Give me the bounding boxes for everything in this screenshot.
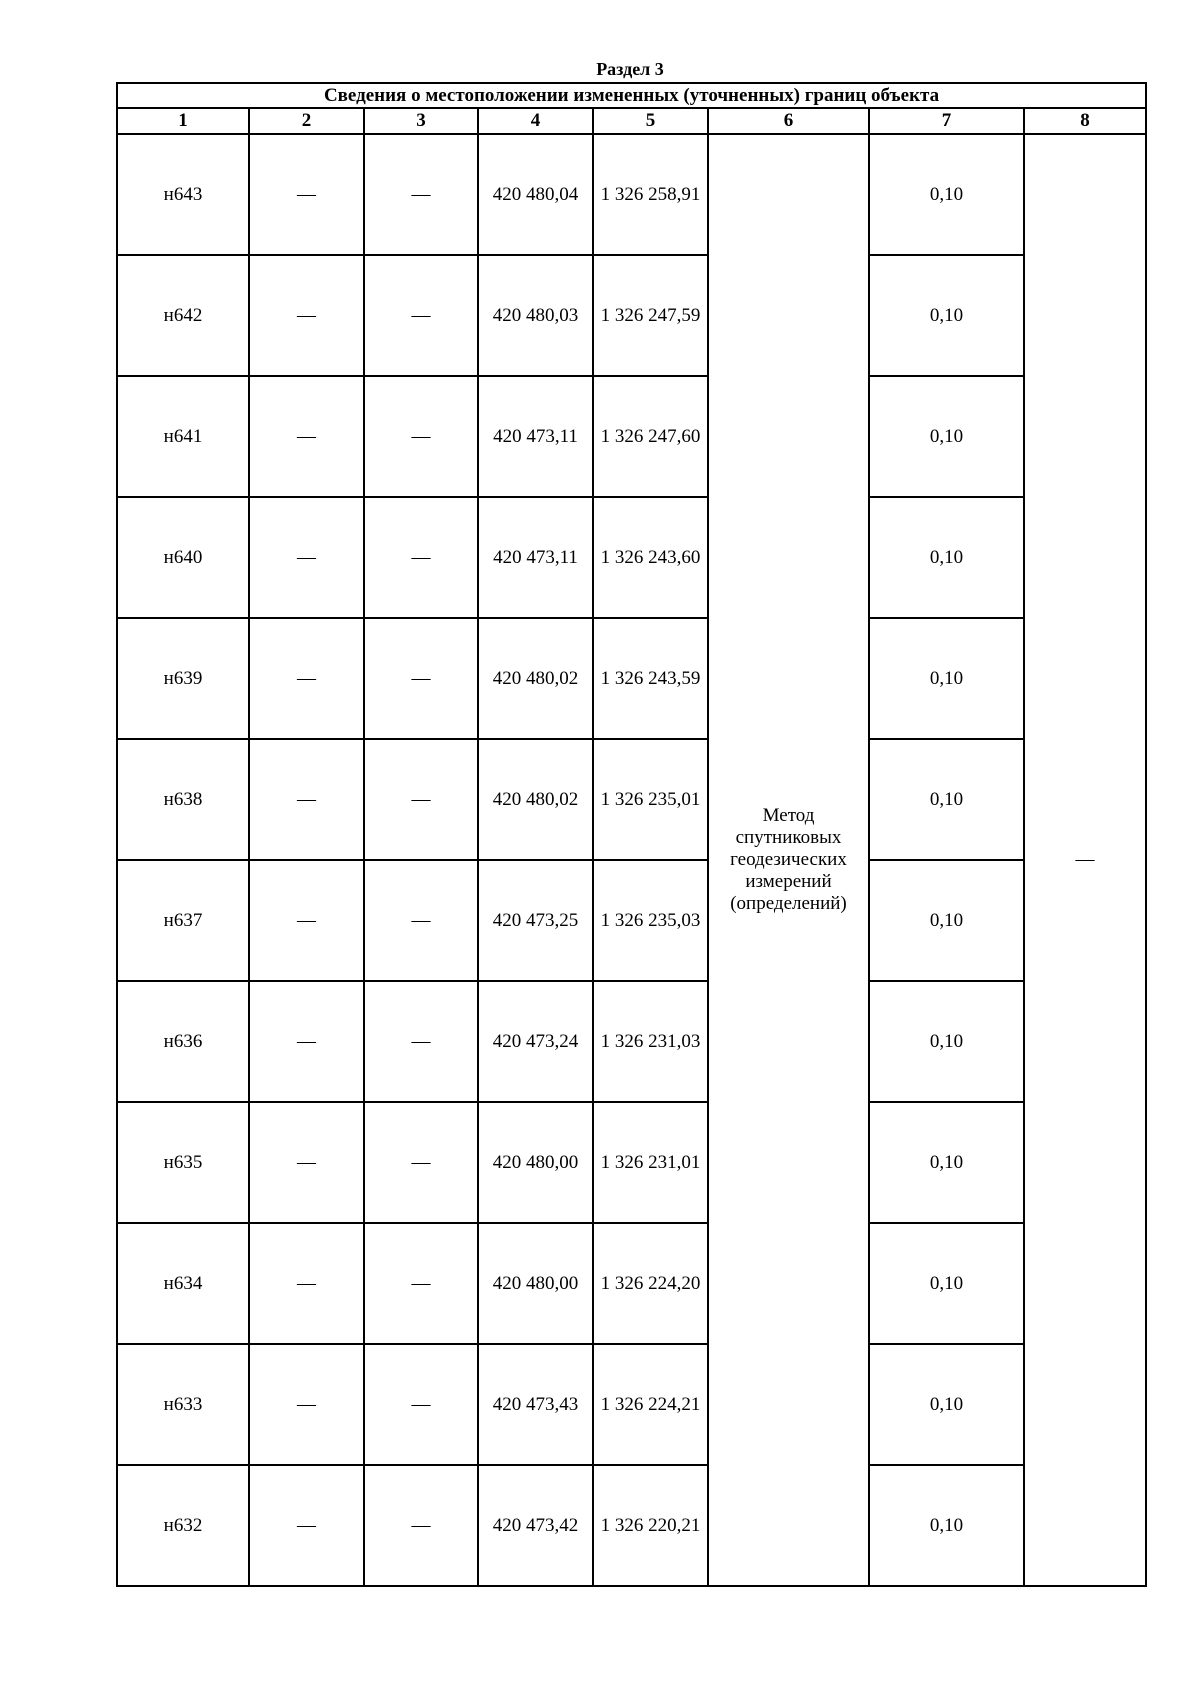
y-coordinate-cell: 1 326 258,91	[593, 134, 708, 255]
table-caption: Сведения о местоположении измененных (уточненных) границ объекта	[117, 83, 1146, 108]
accuracy-cell: 0,10	[869, 981, 1024, 1102]
point-name-cell: н637	[117, 860, 249, 981]
x-coordinate-cell: 420 473,11	[478, 376, 593, 497]
point-name-cell: н636	[117, 981, 249, 1102]
col2-cell: —	[249, 497, 364, 618]
col3-cell: —	[364, 497, 478, 618]
col3-cell: —	[364, 1465, 478, 1586]
x-coordinate-cell: 420 473,43	[478, 1344, 593, 1465]
col2-cell: —	[249, 1102, 364, 1223]
accuracy-cell: 0,10	[869, 1465, 1024, 1586]
y-coordinate-cell: 1 326 235,03	[593, 860, 708, 981]
y-coordinate-cell: 1 326 243,59	[593, 618, 708, 739]
point-name-cell: н642	[117, 255, 249, 376]
column-number-8: 8	[1024, 108, 1146, 134]
table-row	[117, 739, 1146, 860]
col3-cell: —	[364, 1102, 478, 1223]
column-number-5: 5	[593, 108, 708, 134]
accuracy-cell: 0,10	[869, 134, 1024, 255]
col3-cell: —	[364, 981, 478, 1102]
table-row	[117, 255, 1146, 376]
col2-cell: —	[249, 255, 364, 376]
accuracy-cell: 0,10	[869, 1102, 1024, 1223]
x-coordinate-cell: 420 473,42	[478, 1465, 593, 1586]
point-name-cell: н639	[117, 618, 249, 739]
point-name-cell: н632	[117, 1465, 249, 1586]
x-coordinate-cell: 420 473,25	[478, 860, 593, 981]
column-number-2: 2	[249, 108, 364, 134]
table-row	[117, 981, 1146, 1102]
y-coordinate-cell: 1 326 224,21	[593, 1344, 708, 1465]
point-name-cell: н633	[117, 1344, 249, 1465]
y-coordinate-cell: 1 326 231,03	[593, 981, 708, 1102]
boundary-coordinates-table	[116, 82, 1147, 1587]
point-name-cell: н643	[117, 134, 249, 255]
x-coordinate-cell: 420 480,04	[478, 134, 593, 255]
col3-cell: —	[364, 134, 478, 255]
col2-cell: —	[249, 1465, 364, 1586]
col8-cell: —	[1024, 134, 1146, 1586]
point-name-cell: н641	[117, 376, 249, 497]
col3-cell: —	[364, 739, 478, 860]
col3-cell: —	[364, 1223, 478, 1344]
table-row	[117, 860, 1146, 981]
accuracy-cell: 0,10	[869, 497, 1024, 618]
table-row	[117, 134, 1146, 255]
col2-cell: —	[249, 739, 364, 860]
column-number-6: 6	[708, 108, 869, 134]
x-coordinate-cell: 420 473,24	[478, 981, 593, 1102]
point-name-cell: н635	[117, 1102, 249, 1223]
table-row	[117, 1465, 1146, 1586]
table-caption-row	[117, 83, 1146, 108]
y-coordinate-cell: 1 326 224,20	[593, 1223, 708, 1344]
col3-cell: —	[364, 376, 478, 497]
col2-cell: —	[249, 981, 364, 1102]
col3-cell: —	[364, 255, 478, 376]
col2-cell: —	[249, 1223, 364, 1344]
x-coordinate-cell: 420 480,02	[478, 618, 593, 739]
accuracy-cell: 0,10	[869, 739, 1024, 860]
col2-cell: —	[249, 860, 364, 981]
accuracy-cell: 0,10	[869, 860, 1024, 981]
y-coordinate-cell: 1 326 220,21	[593, 1465, 708, 1586]
accuracy-cell: 0,10	[869, 1344, 1024, 1465]
x-coordinate-cell: 420 473,11	[478, 497, 593, 618]
x-coordinate-cell: 420 480,00	[478, 1102, 593, 1223]
x-coordinate-cell: 420 480,03	[478, 255, 593, 376]
accuracy-cell: 0,10	[869, 618, 1024, 739]
accuracy-cell: 0,10	[869, 376, 1024, 497]
col2-cell: —	[249, 618, 364, 739]
table-row	[117, 376, 1146, 497]
point-name-cell: н640	[117, 497, 249, 618]
y-coordinate-cell: 1 326 247,60	[593, 376, 708, 497]
col3-cell: —	[364, 618, 478, 739]
point-name-cell: н638	[117, 739, 249, 860]
method-cell: Метод спутниковых геодезических измерений (определений)	[708, 134, 869, 1586]
x-coordinate-cell: 420 480,00	[478, 1223, 593, 1344]
table-row	[117, 1344, 1146, 1465]
table-row	[117, 1223, 1146, 1344]
y-coordinate-cell: 1 326 231,01	[593, 1102, 708, 1223]
column-number-3: 3	[364, 108, 478, 134]
column-number-1: 1	[117, 108, 249, 134]
y-coordinate-cell: 1 326 235,01	[593, 739, 708, 860]
x-coordinate-cell: 420 480,02	[478, 739, 593, 860]
col2-cell: —	[249, 376, 364, 497]
table-row	[117, 497, 1146, 618]
column-number-row	[117, 108, 1146, 134]
section-title: Раздел 3	[596, 59, 664, 79]
col3-cell: —	[364, 1344, 478, 1465]
y-coordinate-cell: 1 326 243,60	[593, 497, 708, 618]
col2-cell: —	[249, 1344, 364, 1465]
column-number-4: 4	[478, 108, 593, 134]
accuracy-cell: 0,10	[869, 1223, 1024, 1344]
table-body	[117, 134, 1146, 1586]
table-row	[117, 1102, 1146, 1223]
col3-cell: —	[364, 860, 478, 981]
table-row	[117, 618, 1146, 739]
point-name-cell: н634	[117, 1223, 249, 1344]
y-coordinate-cell: 1 326 247,59	[593, 255, 708, 376]
accuracy-cell: 0,10	[869, 255, 1024, 376]
column-number-7: 7	[869, 108, 1024, 134]
col2-cell: —	[249, 134, 364, 255]
